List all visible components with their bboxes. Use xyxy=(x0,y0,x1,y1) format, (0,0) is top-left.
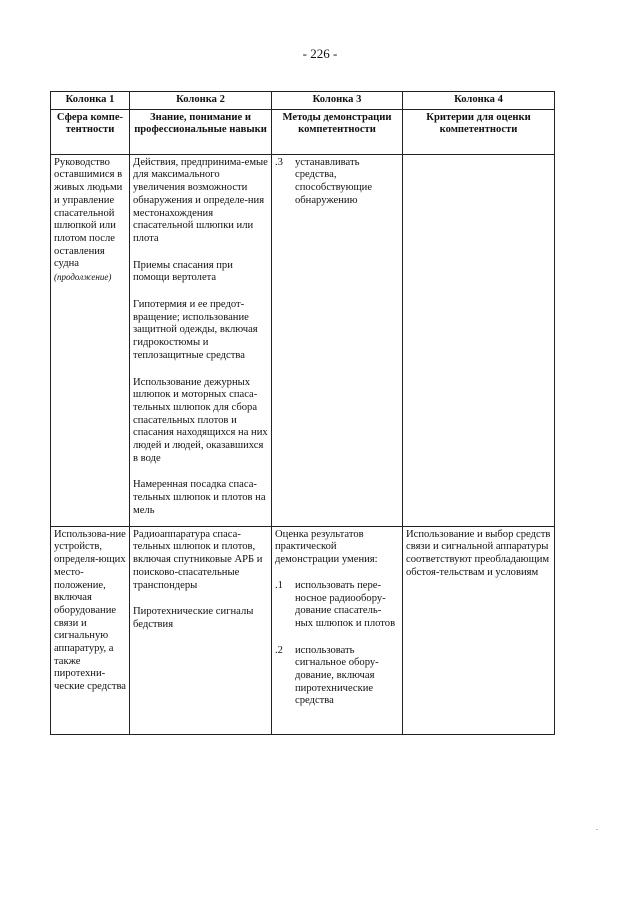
page-number: - 226 - xyxy=(302,46,338,61)
margin-mark: . xyxy=(596,823,598,832)
knowledge-paragraph: Приемы спасания при помощи вертолета xyxy=(133,259,233,284)
method-item xyxy=(275,645,399,709)
column-number-2: Колонка 2 xyxy=(130,92,272,110)
column-header-row xyxy=(51,109,555,154)
knowledge-paragraph: Действия, предпринима-емые для максимального увеличения возможности обнаружения и определе-ния местонахождения спасательной шлюпки или плота xyxy=(133,156,268,244)
method-item xyxy=(275,157,399,208)
continuation-note: (продолжение) xyxy=(54,272,112,283)
method-item-text: устанавливать средства, способствующие обнаружению xyxy=(295,156,373,206)
criteria-cell xyxy=(403,154,555,526)
column-header-knowledge: Знание, понимание и профессиональные навыки xyxy=(130,109,272,154)
competence-table xyxy=(50,91,555,735)
table-row xyxy=(51,526,555,734)
knowledge-cell xyxy=(130,154,272,526)
method-item-number: .1 xyxy=(275,579,283,591)
column-number-row xyxy=(51,92,555,110)
knowledge-paragraph: Гипотермия и ее предот-вращение; использование защитной одежды, включая гидрокостюмы и теплозащитные средства xyxy=(133,299,258,361)
table-row xyxy=(51,154,555,526)
column-number-4: Колонка 4 xyxy=(403,92,555,110)
method-item-text: использовать пере-носное радиообору-дование спасатель-ных шлюпок и плотов xyxy=(295,579,396,629)
knowledge-cell xyxy=(130,526,272,734)
methods-cell xyxy=(272,154,403,526)
methods-intro: Оценка результатов практической демонстрации умения: xyxy=(275,528,378,566)
column-header-competence: Сфера компе-тентности xyxy=(51,109,130,154)
methods-cell xyxy=(272,526,403,734)
competence-cell xyxy=(51,526,130,734)
knowledge-paragraph: Намеренная посадка спаса-тельных шлюпок и плотов на мель xyxy=(133,479,266,516)
column-header-methods: Методы демонстрации компетентности xyxy=(272,109,403,154)
column-number-1: Колонка 1 xyxy=(51,92,130,110)
knowledge-paragraph: Использование дежурных шлюпок и моторных спаса-тельных шлюпок для сбора спасательных плотов и спасания находящихся на них людей и людей, оказавшихся в воде xyxy=(133,376,268,464)
column-header-criteria: Критерии для оценки компетентности xyxy=(403,109,555,154)
criteria-cell: Использование и выбор средств связи и сигнальной аппаратуры соответствуют преобладающим обстоя-тельствам и условиям xyxy=(403,526,555,734)
method-item-number: .3 xyxy=(275,156,283,168)
method-item-number: .2 xyxy=(275,644,283,656)
knowledge-paragraph: Пиротехнические сигналы бедствия xyxy=(133,606,254,630)
competence-text: Использова-ние устройств, определя-ющих место-положение, включая оборудование связи и сигнальную аппаратуру, а также пиротехни-ческие средства xyxy=(54,528,127,693)
competence-cell xyxy=(51,154,130,526)
competence-text: Руководство оставшимися в живых людьми и управление спасательной шлюпкой или плотом после оставления судна xyxy=(54,156,123,270)
method-item xyxy=(275,580,399,631)
column-number-3: Колонка 3 xyxy=(272,92,403,110)
knowledge-paragraph: Радиоаппаратура спаса-тельных шлюпок и плотов, включая спутниковые АРБ и поисково-спасательные транспондеры xyxy=(133,528,263,591)
method-item-text: использовать сигнальное обору-дование, включая пиротехнические средства xyxy=(295,644,379,707)
